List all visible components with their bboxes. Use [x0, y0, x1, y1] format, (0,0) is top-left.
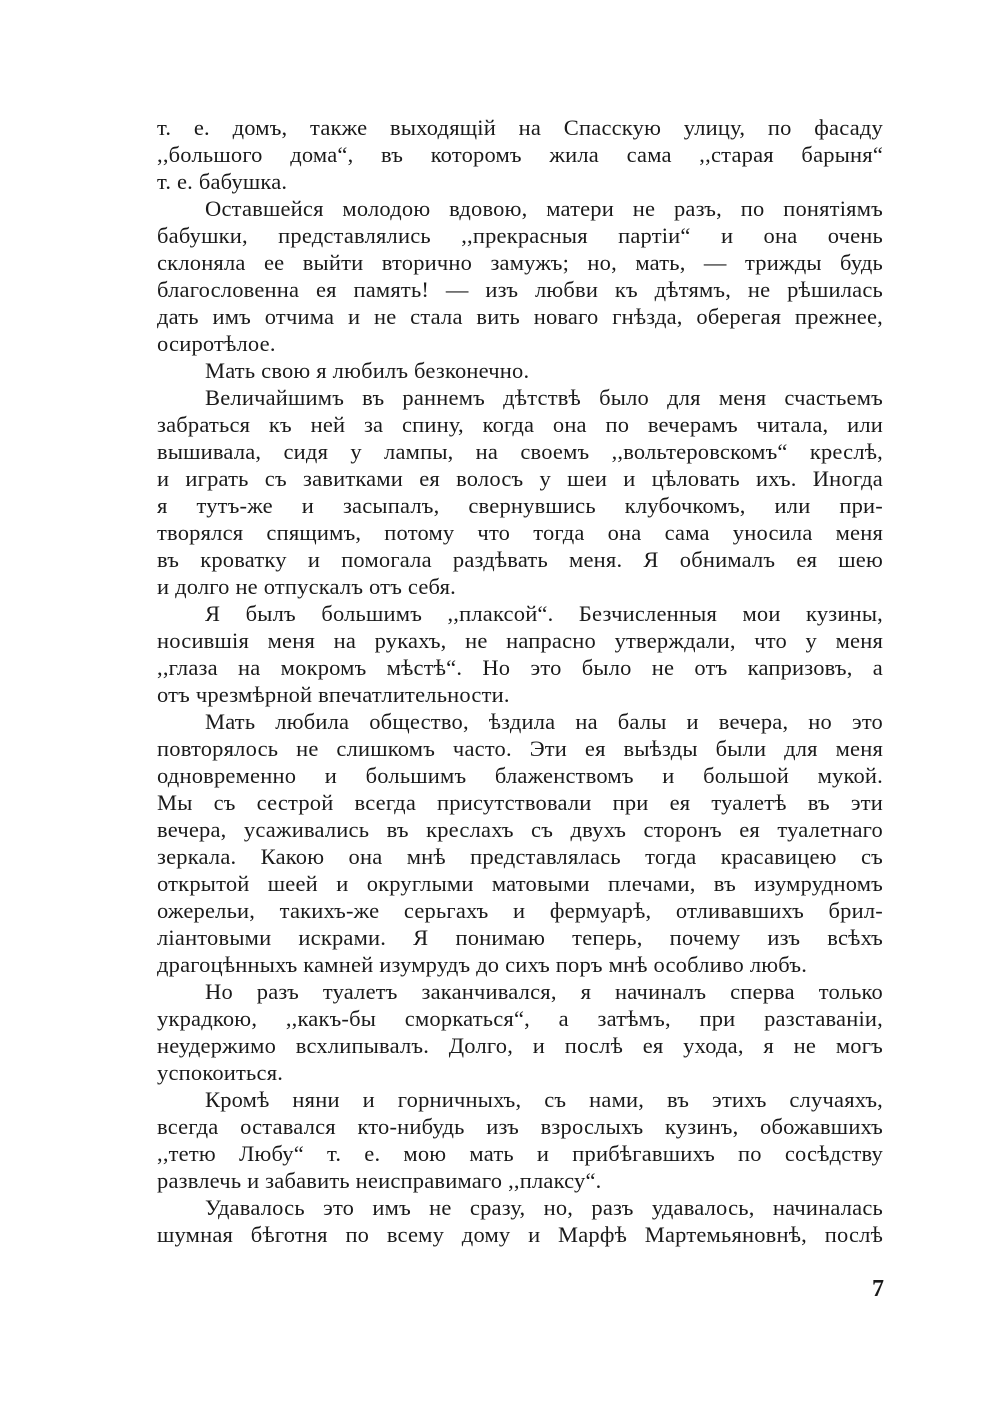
- paragraph-9: [157, 1194, 883, 1248]
- text-line: неудержимо всхлипывалъ. Долго, и послѣ ея ухода, я не могъ: [157, 1033, 883, 1058]
- body-text: [157, 114, 883, 1248]
- text-line: вышивала, сидя у лампы, на своемъ ,,вольтеровскомъ“ креслѣ,: [157, 439, 883, 464]
- text-line: украдкою, ,,какъ-бы сморкаться“, а затѣмъ, при разставаніи,: [157, 1006, 883, 1031]
- text-line: въ кроватку и помогала раздѣвать меня. Я обнималъ ея шею: [157, 547, 883, 572]
- text-line: забраться къ ней за спину, когда она по вечерамъ читала, или: [157, 412, 883, 437]
- paragraph-4: [157, 384, 883, 600]
- paragraph-3: [157, 357, 883, 384]
- paragraph-7: [157, 978, 883, 1086]
- text-line: зеркала. Какою она мнѣ представлялась тогда красавицею съ: [157, 844, 883, 869]
- text-line: благословенна ея память! — изъ любви къ дѣтямъ, не рѣшилась: [157, 277, 883, 302]
- text-line: одновременно и большимъ блаженствомъ и большой мукой.: [157, 763, 883, 788]
- text-line: шумная бѣготня по всему дому и Марфѣ Мартемьяновнѣ, послѣ: [157, 1222, 883, 1247]
- text-line: бабушки, представлялись ,,прекрасныя партіи“ и она очень: [157, 223, 883, 248]
- paragraph-1: [157, 114, 883, 195]
- text-line: ожерельи, такихъ-же серьгахъ и фермуарѣ, отливавшихъ брил-: [157, 898, 883, 923]
- text-line: осиротѣлое.: [157, 331, 276, 356]
- text-line: Но разъ туалетъ заканчивался, я начиналъ сперва только: [205, 979, 883, 1004]
- text-line: творялся спящимъ, потому что тогда она сама уносила меня: [157, 520, 883, 545]
- text-line: т. е. бабушка.: [157, 169, 288, 194]
- text-line: Кромѣ няни и горничныхъ, съ нами, въ этихъ случаяхъ,: [205, 1087, 883, 1112]
- text-line: ,,тетю Любу“ т. е. мою мать и прибѣгавшихъ по сосѣдству: [157, 1141, 883, 1166]
- paragraph-5: [157, 600, 883, 708]
- text-line: и долго не отпускалъ отъ себя.: [157, 574, 456, 599]
- text-line: Оставшейся молодою вдовою, матери не разъ, по понятіямъ: [205, 196, 883, 221]
- text-line: ,,глаза на мокромъ мѣстѣ“. Но это было не отъ капризовъ, а: [157, 655, 883, 680]
- text-line: Я былъ большимъ ,,плаксой“. Безчисленныя мои кузины,: [205, 601, 883, 626]
- text-line: т. е. домъ, также выходящій на Спасскую улицу, по фасаду: [157, 115, 883, 140]
- text-line: я тутъ-же и засыпалъ, свернувшись клубочкомъ, или при-: [157, 493, 883, 518]
- text-line: драгоцѣнныхъ камней изумрудъ до сихъ поръ мнѣ особливо любъ.: [157, 952, 808, 977]
- text-line: успокоиться.: [157, 1060, 284, 1085]
- text-line: развлечь и забавить неисправимаго ,,плаксу“.: [157, 1168, 602, 1193]
- text-line: дать имъ отчима и не стала вить новаго гнѣзда, оберегая прежнее,: [157, 304, 883, 329]
- page-number: 7: [872, 1276, 884, 1302]
- paragraph-2: [157, 195, 883, 357]
- text-line: Удавалось это имъ не сразу, но, разъ удавалось, начиналась: [205, 1195, 883, 1220]
- text-line: Мать любила общество, ѣздила на балы и вечера, но это: [205, 709, 883, 734]
- text-line: Мы съ сестрой всегда присутствовали при ея туалетѣ въ эти: [157, 790, 883, 815]
- text-line: ліантовыми искрами. Я понимаю теперь, почему изъ всѣхъ: [157, 925, 883, 950]
- text-line: носившія меня на рукахъ, не напрасно утверждали, что у меня: [157, 628, 883, 653]
- text-line: повторялось не слишкомъ часто. Эти ея выѣзды были для меня: [157, 736, 883, 761]
- paragraph-6: [157, 708, 883, 978]
- text-line: Величайшимъ въ раннемъ дѣтствѣ было для меня счастьемъ: [205, 385, 883, 410]
- text-line: Мать свою я любилъ безконечно.: [205, 358, 530, 383]
- text-line: вечера, усаживались въ креслахъ съ двухъ сторонъ ея туалетнаго: [157, 817, 883, 842]
- text-line: открытой шеей и округлыми матовыми плечами, въ изумрудномъ: [157, 871, 883, 896]
- text-line: и играть съ завитками ея волосъ у шеи и цѣловать ихъ. Иногда: [157, 466, 883, 491]
- text-line: ,,большого дома“, въ которомъ жила сама ,,старая барыня“: [157, 142, 883, 167]
- text-line: отъ чрезмѣрной впечатлительности.: [157, 682, 510, 707]
- paragraph-8: [157, 1086, 883, 1194]
- text-line: склоняла ее выйти вторично замужъ; но, мать, — трижды будь: [157, 250, 883, 275]
- text-line: всегда оставался кто-нибудь изъ взрослыхъ кузинъ, обожавшихъ: [157, 1114, 883, 1139]
